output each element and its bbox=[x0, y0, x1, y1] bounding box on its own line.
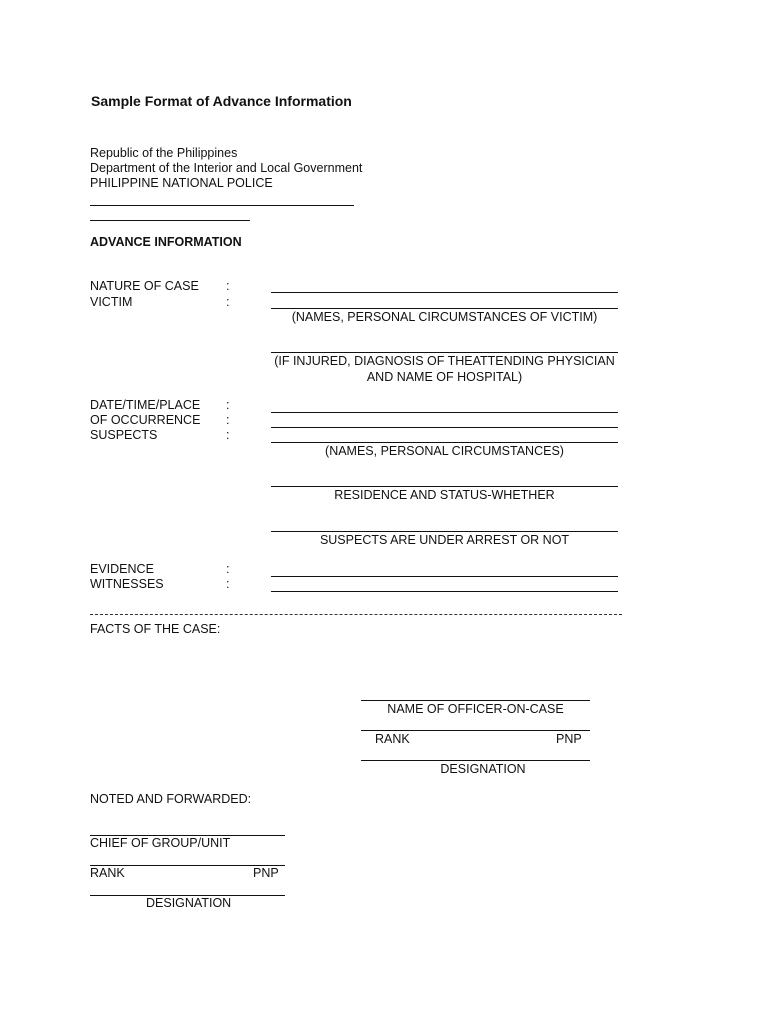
colon: : bbox=[226, 577, 230, 591]
witnesses-line bbox=[271, 591, 618, 592]
residence-note: RESIDENCE AND STATUS-WHETHER bbox=[334, 488, 555, 502]
victim-note: (NAMES, PERSONAL CIRCUMSTANCES OF VICTIM) bbox=[291, 310, 598, 324]
officer-designation-label: DESIGNATION bbox=[440, 762, 526, 776]
label-victim: VICTIM bbox=[90, 295, 133, 309]
injured-note-2: AND NAME OF HOSPITAL) bbox=[366, 370, 523, 384]
colon: : bbox=[226, 413, 230, 427]
evidence-line bbox=[271, 576, 618, 577]
header-blank-line-1 bbox=[90, 205, 354, 206]
officer-rank-line bbox=[361, 730, 590, 731]
injured-note-1: (IF INJURED, DIAGNOSIS OF THEATTENDING PHYSICIAN bbox=[274, 354, 615, 368]
arrest-line bbox=[271, 531, 618, 532]
label-nature-of-case: NATURE OF CASE bbox=[90, 279, 199, 293]
colon: : bbox=[226, 295, 230, 309]
officer-pnp-label: PNP bbox=[556, 732, 582, 746]
header-blank-line-2 bbox=[90, 220, 250, 221]
label-facts-of-the-case: FACTS OF THE CASE: bbox=[90, 622, 221, 636]
section-heading: ADVANCE INFORMATION bbox=[90, 235, 242, 249]
header-pnp: PHILIPPINE NATIONAL POLICE bbox=[90, 176, 273, 190]
arrest-note: SUSPECTS ARE UNDER ARREST OR NOT bbox=[319, 533, 570, 547]
label-evidence: EVIDENCE bbox=[90, 562, 154, 576]
label-date-time-place: DATE/TIME/PLACE bbox=[90, 398, 201, 412]
colon: : bbox=[226, 562, 230, 576]
document-title: Sample Format of Advance Information bbox=[91, 93, 352, 109]
officer-name-line bbox=[361, 700, 590, 701]
label-witnesses: WITNESSES bbox=[90, 577, 164, 591]
of-occurrence-line bbox=[271, 427, 618, 428]
header-republic: Republic of the Philippines bbox=[90, 146, 238, 160]
chief-designation-label: DESIGNATION bbox=[146, 896, 232, 910]
dashed-separator bbox=[90, 614, 622, 615]
label-suspects: SUSPECTS bbox=[90, 428, 158, 442]
victim-line bbox=[271, 308, 618, 309]
officer-name-label: NAME OF OFFICER-ON-CASE bbox=[387, 702, 564, 716]
nature-of-case-line bbox=[271, 292, 618, 293]
date-time-place-line bbox=[271, 412, 618, 413]
officer-designation-line bbox=[361, 760, 590, 761]
label-of-occurrence: OF OCCURRENCE bbox=[90, 413, 201, 427]
label-noted-and-forwarded: NOTED AND FORWARDED: bbox=[90, 792, 252, 806]
injured-line bbox=[271, 352, 618, 353]
colon: : bbox=[226, 279, 230, 293]
chief-pnp-label: PNP bbox=[253, 866, 279, 880]
chief-label: CHIEF OF GROUP/UNIT bbox=[90, 836, 231, 850]
residence-line bbox=[271, 486, 618, 487]
suspects-note: (NAMES, PERSONAL CIRCUMSTANCES) bbox=[325, 444, 564, 458]
header-department: Department of the Interior and Local Government bbox=[90, 161, 363, 175]
colon: : bbox=[226, 398, 230, 412]
suspects-line bbox=[271, 442, 618, 443]
colon: : bbox=[226, 428, 230, 442]
officer-rank-label: RANK bbox=[375, 732, 410, 746]
chief-rank-label: RANK bbox=[90, 866, 125, 880]
